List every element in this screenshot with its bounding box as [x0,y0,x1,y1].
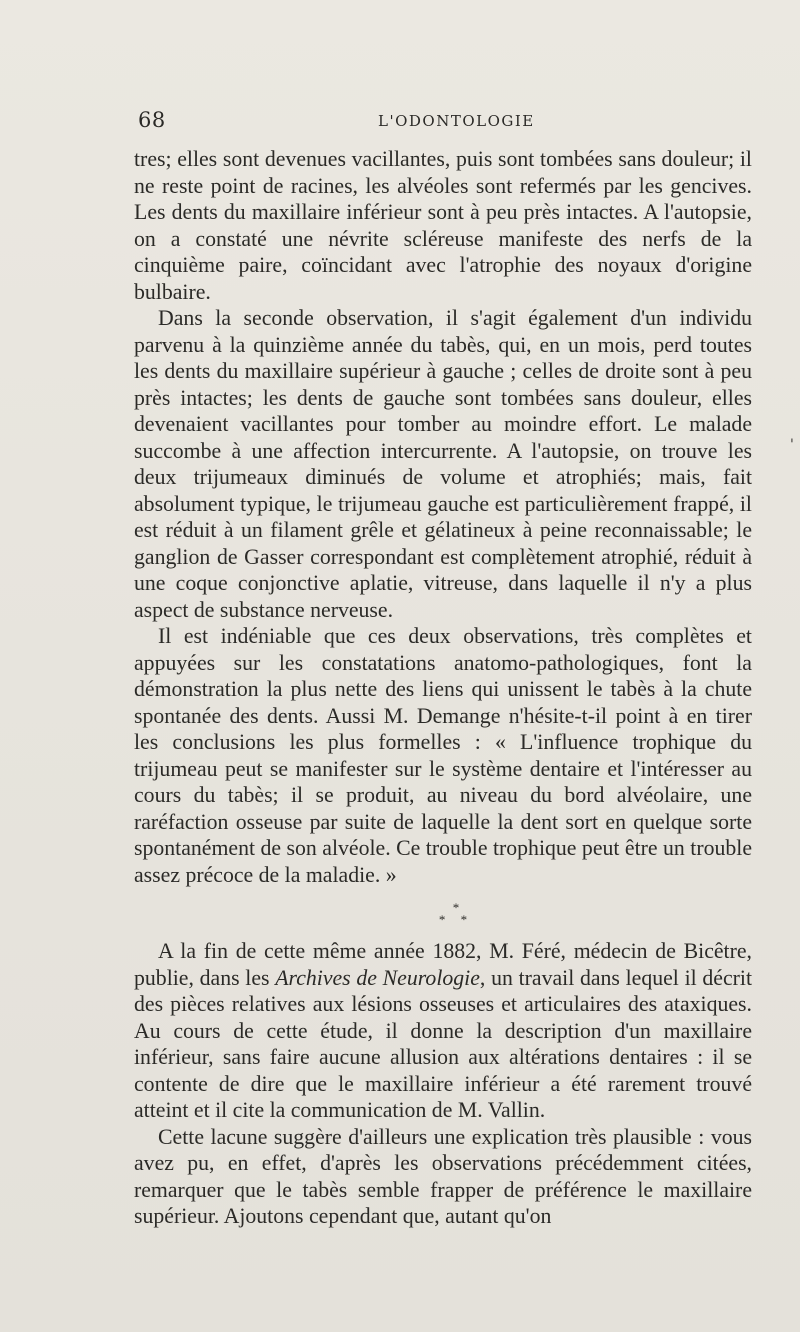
journal-title: Archives de Neurologie [275,965,480,990]
asterism-top: * [452,900,460,915]
margin-mark: ' [790,437,794,453]
paragraph-fere-part1: A la fin de cette même année 1882, M. Féré, médecin de Bicêtre, publie, dans les [134,939,752,990]
paragraph-conclusions: Il est indéniable que ces deux observations, très complètes et appuyées sur les constatations anatomo-pathologiques, font la démonstration la plus nette des liens qui unissent le tabès à la chute spontanée des dents. Aussi M. Demange n'hésite-t-il point à en tirer les conclusions les plus formelles : « L'influence trophique du trijumeau peut se manifester sur le système dentaire et l'intéresser au cours du tabès; il se produit, au niveau du bord alvéolaire, une raréfaction osseuse par suite de laquelle la dent sort en quelque sorte spontanément de son alvéole. Ce trouble trophique peut être un trouble assez précoce de la maladie. » [134,624,753,887]
running-title: L'ODONTOLOGIE [378,112,535,130]
page-header [138,108,752,136]
paragraph-fere [134,938,752,1124]
paragraph-continuation: tres; elles sont devenues vacillantes, puis sont tombées sans douleur; il ne reste point de racines, les alvéoles sont refermés par les gencives. Les dents du maxillaire inférieur sont à peu près intactes. A l'autopsie, on a constaté une névrite scléreuse manifeste des nerfs de la cinquième paire, coïncidant avec l'atrophie des noyaux d'origine bulbaire. [134,147,752,304]
page-number: 68 [138,108,166,132]
paragraph-second-observation: Dans la seconde observation, il s'agit également d'un individu parvenu à la quinzième année du tabès, qui, en un mois, perd toutes les dents du maxillaire supérieur à gauche ; celles de droite sont à peu près intactes; les dents de gauche sont tombées sans douleur, elles devenaient vacillantes pour tomber au moindre effort. Le malade succombe à une affection intercurrente. A l'autopsie, on trouve les deux trijumeaux diminués de volume et atrophiés; mais, fait absolument typique, le trijumeau gauche est particulièrement frappé, il est réduit à un filament grêle et gélatineux à peine reconnaissable; le ganglion de Gasser correspondant est complètement atrophié, réduit à une coque conjonctive aplatie, vitreuse, dans laquelle il n'y a plus aspect de substance nerveuse. [134,306,752,622]
section-break-asterism [160,902,752,926]
paragraph-lacune: Cette lacune suggère d'ailleurs une explication très plausible : vous avez pu, en effet, d'après les observations précédemment citées, remarquer que le tabès semble frapper de préférence le maxillaire supérieur. Ajoutons cependant que, autant qu'on [134,1124,752,1228]
asterism-bottom: * * [438,912,474,927]
paragraph-fere-part2: , un travail dans lequel il décrit des pièces relatives aux lésions osseuses et articulaires des ataxiques. Au cours de cette étude, il donne la description d'un maxillaire inférieur, sans faire aucune allusion aux altérations dentaires : il se contente de dire que le maxillaire inférieur a été rarement trouvé atteint et il cite la communication de M. Vallin. [134,965,753,1122]
body-text [134,146,752,1230]
